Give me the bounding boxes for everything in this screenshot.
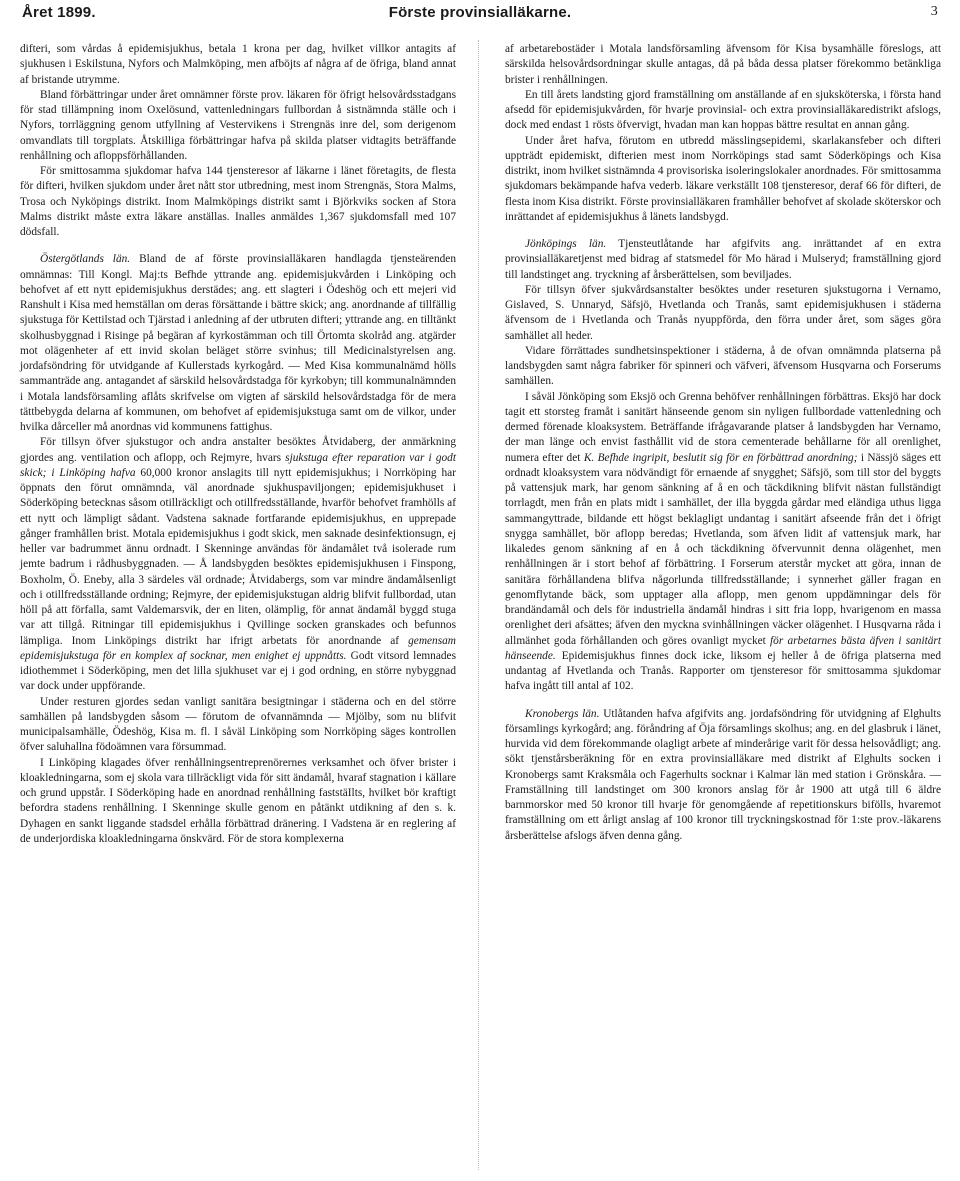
page-number: 3 [930, 4, 938, 19]
paragraph [505, 237, 941, 283]
paragraph [20, 164, 456, 240]
paragraph [505, 707, 941, 844]
header-title: Förste provinsialläkarne. [388, 4, 572, 21]
text-run: Under året hafva, förutom en utbredd mässlingsepidemi, skarlakansfeber och difteri uppträdt epidemiskt, difterien mest inom Norrköpings stad samt Söderköpings och Kisa distrikt, inom hvilket sistnämnda 4 provisoriska isoleringslokaler anordnades. För smittosamma sjukdomars bekämpande hafva vederb. läkare verkställt 108 tjensteresor, deraf 66 för difteri, de flesta inom Kisa distrikt. Förste provinsialläkaren framhåller behofvet af skolade sköterskor och inrättandet af epidemisjukhus å länets landsbygd. [505, 134, 941, 223]
paragraph [505, 344, 941, 390]
text-run: 60,000 kronor anslagits till nytt epidemisjukhus; i Norrköping har öppnats den förut omnämnda, väl anordnade sjukhuspaviljongen; epidemisjukhuset i Söderköping betecknas såsom otillräckligt och otillfredsställande, hvarför behofvet framhölls af ett nytt och lämpligt sådant. Vadstena saknade fortfarande epidemisjukhus, en upprepade gånger framhållen brist. Motala epidemisjukhus i godt skick, men saknade desinfektionsugn, ej heller var badrummet ännu ordnadt. I Skenninge användas för ändamålet två isolerade rum jemte badrum i rådhusbyggnaden. — Å landsbygden besöktes epidemisjukhusen i Finspong, Boxholm, Ö. Eneby, alla 3 särdeles väl ordnade; Åtvidabergs, som var mindre ändamålsenligt och i otillfredsställande ordning; Rejmyre, der epidemisjukstugan aldrig blifvit fullbordad, utan höll på att förfalla, samt Valdemarsvik, der en liten, olämplig, för annat ändamål byggd stuga var att tillgå. Ritningar till epidemisjukhus i Qvillinge socken granskades och befunnos lämpliga. Inom Linköpings distrikt har ifrigt arbetats för anordnande af [20, 466, 456, 647]
italic-text: Jönköpings län. [525, 238, 607, 250]
paragraph [20, 756, 456, 848]
paragraph [505, 390, 941, 695]
text-run: Epidemisjukhus finnes dock icke, liksom ej heller å de öfriga platserna med undantag af Hvetlanda och Tranås. Rapporter om tjensteresor för smittosamma sjukdomar hafva ingått till antal af 102. [505, 649, 941, 693]
paragraph [505, 134, 941, 226]
text-run: För tillsyn öfver sjukvårdsanstalter besöktes under reseturen sjukstugorna i Vernamo, Gislaved, S. Unnaryd, Säfsjö, Hvetlanda och Tranås, samt epidemisjukhusen i städerna äfvensom de i Hvetlanda och Tranås nyuppförda, den förra under året, som säges göra samhället all heder. [505, 283, 941, 342]
italic-text: Östergötlands län. [40, 253, 131, 266]
text-run: Godt vitsord lemnades idiothemmet i Söderköping, men det lilla sjukhuset var ej i god ordning, en större nybyggnad var dock under uppförande. [20, 649, 457, 693]
text-run: af arbetarebostäder i Motala landsförsamling äfvensom för Kisa bysamhälle föreslogs, att särskilda helsovårdsordningar skulle antagas, då på båda dessa platser förekommo betänkliga brister i renhållningen. [505, 43, 941, 86]
text-run: Tjensteutlåtande har afgifvits ang. inrättandet af en extra provinsialläkaretjenst med bidrag af statsmedel för Mo härad i Mulseryd; framställning gjord till landstinget ang. tryckning af årsberättelsen, som beviljades. [505, 238, 941, 281]
italic-text: för arbetarnes bästa äfven i sanitärt hänseende. [505, 634, 942, 662]
text-run: Bland de af förste provinsialläkaren handlagda tjensteärenden omnämnas: Till Kongl. Maj:ts Befhde yttrande ang. epidemisjukvården i Linköping och behofvet af ett nytt epidemisjukhus derstädes; ang. ett slagteri i Ödeshög och ett mejeri vid Ranshult i Kisa med hemställan om deras försättande i bättre skick; ang. anordnande af tillfällig sjukstuga för Kettilstad och Tjärstad i anledning af der utbruten difteri; yttrande ang. en tilltänkt skolhusbyggnad i Risinge på begäran af kyrkostämman och till Örtomta skolråd ang. atgärder mot olägenheter af ett invid skolan beläget större svinhus; till Medicinalstyrelsen ang. jordafsöndring för utvidgande af Kullerstads kyrkogård. — Med Kisa kommunalnämd hölls sammanträde ang. antagandet af särskild helsovårdstadga för kyrkobyn; till kommunalnämnden i Motala landsförsamling aflåts skrifvelse om vigten af särskild helsovårdstadga för de mera tättbebygda delarna af kommunen, om behofvet af epidemisjukstuga samt om de vilkor, under hvilka dårceller må anordnas vid kommunens fattighus. [20, 253, 457, 433]
paragraph [505, 283, 941, 344]
text-run: Vidare förrättades sundhetsinspektioner i städerna, å de ofvan omnämnda platserna på landsbygden samt några fabriker för spinneri och väfveri, äfvensom Husqvarna och Forserums samhällen. [505, 344, 941, 388]
italic-text: gemensam epidemisjukstuga för en komplex af socknar, men enighet ej uppnåtts. [20, 634, 456, 662]
paragraph [20, 695, 456, 756]
text-run: Bland förbättringar under året omnämner förste prov. läkaren för öfrigt helsovårdsstadgans för stad tillämpning inom Oxelösund, vattenledningars fullbordan å sistnämnda ställe och i Nyfors, torrläggning genom utfyllning af Vestervikens i Strengnäs inre del, som derigenom omvandlats till torgplats. Åtskilliga förbättringar hafva på skilda platser vidtagits beträffande renhållning och afloppsförhållanden. [20, 88, 456, 162]
paragraph [505, 42, 941, 88]
header-year: Året 1899. [22, 4, 96, 21]
italic-text: sjukstuga efter reparation var i godt skick; i Linköping hafva [20, 451, 456, 479]
text-run: difteri, som vårdas å epidemisjukhus, betala 1 krona per dag, hvilket villkor antagits af sjukhusen i Eskilstuna, Nyfors och Malmköping, men afböjts af några af de öfriga, bland annat af bristande utrymme. [20, 43, 456, 86]
right-column [505, 42, 941, 844]
italic-text: Kronobergs län. [525, 707, 600, 720]
paragraph [505, 88, 941, 134]
text-run: I såväl Jönköping som Eksjö och Grenna behöfver renhållningen förbättras. Eksjö har dock tagit ett storsteg framåt i sanitärt hänseende genom sin nyligen fullbordade vattenledning och dermed förenade kloaksystem. Beträffande ifrågavarande platser å landsbygden har Vernamo, der man länge och envist fasthållit vid de stora cementerade behållarne för all orenlighet, numera efter det [505, 390, 941, 464]
paragraph [20, 435, 456, 694]
text-run: För tillsyn öfver sjukstugor och andra anstalter besöktes Åtvidaberg, der anmärkning gjordes ang. ventilation och aflopp, och Rejmyre, hvars [20, 436, 456, 464]
left-column [20, 42, 456, 847]
page-header [22, 4, 938, 28]
column-divider [478, 40, 479, 1170]
text-run: i Nässjö säges ett ordnadt kloaksystem vara nödvändigt för ernaende af snygghet; Säfsjö, som till stor del byggts på vattensjuk mark, har genom sänkning af å en och täckdikning blifvit nästan fullständigt torrlagdt, men från en plats midt i samhället, der illa byggda gårdar med eländiga uthus ligga sammangyttrade, bildande ett högst beklagligt undantag i sanitärt afseende från det i öfrigt snygga samhället, bör aflopp beredas; Hvetlanda, som äfven lidit af vattensjuk mark, har likaledes genom sänkning af en å och täckdikning öfvervunnit denna olägenhet, men renhållningen är i stort behof af förbättring. I Forserum aterstår mycket att göra, innan de sanitära förhållandena blifva någorlunda tillfredsställande; i synnerhet gäller fragan en genomflytande bäck, som upptager alla aflopp, men genom uppdämningar dels för brandändamål och dels för industriella ändamål hindras i sitt fria lopp, hvarigenom en massa orenlighet deri afsättes; äfven den myckna svinhållningen väcker olägenhet. I Husqvarna råda i allmänhet goda förhållanden och göres ovanligt mycket [505, 451, 941, 647]
paragraph [20, 252, 456, 435]
paragraph [20, 88, 456, 164]
italic-text: K. Befhde ingripit, beslutit sig för en förbättrad anordning; [583, 451, 858, 464]
text-run: En till årets landsting gjord framställning om anställande af en sjuksköterska, i första hand afsedd för epidemisjukvården, för hvarje provinsial- och extra provinsialläkaredistrikt afslogs, dock med endast 1 rösts öfvervigt, hvadan man kan hoppas bättre resultat en annan gång. [505, 88, 941, 132]
text-run: I Linköping klagades öfver renhållningsentreprenörernes verksamhet och öfver brister i kloakledningarna, som ej skola vara tillräckligt vida för sitt ändamål, hvaraf stagnation i källare och grund uppstår. I Söderköping hade en anordnad renhållning faststäIlts, hvilket bör kraftigt befordra stadens renhållning. I Skenninge skulle genom en påtänkt utdikning af den s. k. Dyhagen en sankt liggande stadsdel erhålla förbättrad dränering. I Vadstena är en reglering af de underjordiska kloakledningarna önskvärd. För de stora komplexerna [20, 756, 456, 845]
text-run: Under resturen gjordes sedan vanligt sanitära besigtningar i städerna och en del större samhällen på landsbygden såsom — förutom de ofvannämnda — Mjölby, som nu blifvit municipalsamhälle, Ödeshög, Kisa m. fl. I såväl Linköping som Norrköping säges kontrollen öfver saluhallna födoämnen vara försummad. [20, 695, 456, 754]
text-run: Utlåtanden hafva afgifvits ang. jordafsöndring för utvidgning af Elghults församlings kyrkogård; ang. föråndring af Öja församlings skolhus; ang. en del glasbruk i länet, hurvida vid dem förekommande olagligt arbete af minderårige varit för dessa helsovådligt; ang. sökt tjenstårsberäkning för en extra provinsialläkare med distrikt af Elghults socken i Kronobergs samt Kraksmåla och Fagerhults socknar i Kalmar län med station i Grönskåra. — Framställning till landstinget om 300 kronors anslag för år 1900 att utgå till 6 äldre barnmorskor med 50 kronor till hvarje för genomgående af repetitionskurs bifölls, hvaremot framställning om ett årligt anslag af 100 kronor till tryckningskostnad för 1:ste prov.-läkarens årsberättelse afslogs äfven denna gång. [505, 707, 941, 842]
text-run: För smittosamma sjukdomar hafva 144 tjensteresor af läkarne i länet företagits, de flesta för difteri, hvilken sjukdom under året nått stor utbredning, mest inom Strengnäs, Stora Malms, Trosa och Nyköpings distrikt. Inom Malmköpings distrikt samt i Björkviks socken af Stora Malms distrikt måste extra läkare anställas. Inalles anmäldes 1,367 sjukdomsfall med 107 dödsfall. [20, 165, 456, 238]
paragraph [20, 42, 456, 88]
